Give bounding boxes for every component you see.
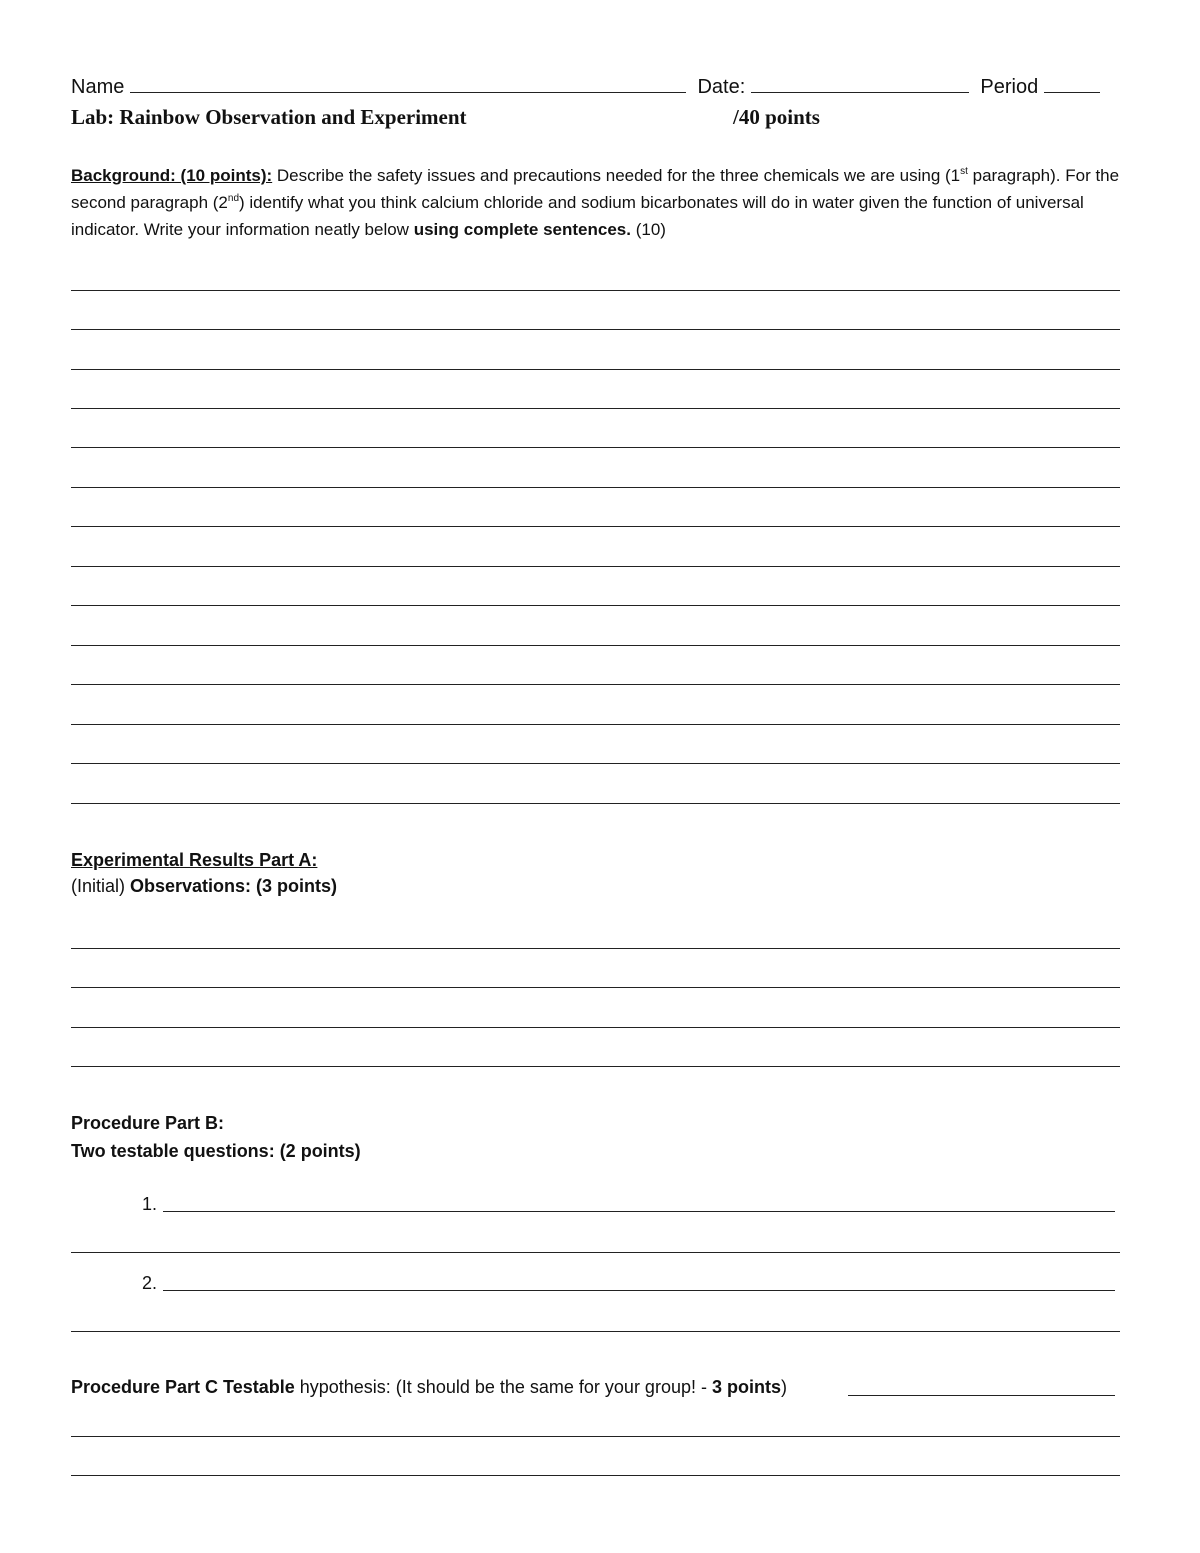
emphasis-text: using complete sentences. [413, 220, 631, 239]
period-label: Period [980, 76, 1039, 98]
writing-line[interactable] [71, 1027, 1120, 1028]
part-a-subheading: (Initial) Observations: (3 points) [71, 876, 338, 896]
writing-line[interactable] [71, 1252, 1120, 1253]
total-points: /40 points [733, 105, 820, 129]
writing-line[interactable] [71, 526, 1120, 527]
writing-line[interactable] [71, 1475, 1120, 1476]
question-2-field[interactable] [163, 1290, 1115, 1291]
background-heading: Background: (10 points): [71, 166, 273, 185]
writing-line[interactable] [71, 447, 1120, 448]
date-label: Date: [697, 76, 746, 98]
writing-line[interactable] [71, 645, 1120, 646]
writing-line[interactable] [71, 605, 1120, 606]
writing-line[interactable] [71, 1331, 1120, 1332]
part-b-subheading: Two testable questions: (2 points) [71, 1141, 361, 1161]
part-c-heading: Procedure Part C Testable [71, 1377, 295, 1397]
writing-line[interactable] [71, 290, 1120, 291]
date-field[interactable] [751, 74, 969, 93]
writing-line[interactable] [71, 1436, 1120, 1437]
writing-line[interactable] [71, 763, 1120, 764]
writing-line[interactable] [71, 369, 1120, 370]
writing-line[interactable] [71, 948, 1120, 949]
hypothesis-field[interactable] [848, 1395, 1115, 1396]
period-field[interactable] [1044, 74, 1100, 93]
part-c-prompt: Procedure Part C Testable hypothesis: (It should be the same for your group! - 3 points) [71, 1377, 787, 1397]
question-number: 2. [142, 1273, 158, 1293]
writing-line[interactable] [71, 408, 1120, 409]
writing-line[interactable] [71, 803, 1120, 804]
writing-line[interactable] [71, 566, 1120, 567]
lab-title: Lab: Rainbow Observation and Experiment [71, 105, 467, 129]
writing-line[interactable] [71, 684, 1120, 685]
writing-line[interactable] [71, 1066, 1120, 1067]
name-row [71, 74, 1100, 99]
background-instructions: Background: (10 points): Describe the safety issues and precautions needed for the three chemicals we are using (1st paragraph). For the second paragraph (2nd) identify what you think calcium chloride and sodium bicarbonates will do in water given the function of universal indicator. Write your information neatly below using complete sentences. (10) [71, 166, 1120, 239]
writing-line[interactable] [71, 724, 1120, 725]
question-1-field[interactable] [163, 1211, 1115, 1212]
part-b-heading: Procedure Part B: [71, 1113, 225, 1133]
writing-line[interactable] [71, 329, 1120, 330]
writing-line[interactable] [71, 487, 1120, 488]
name-label: Name [71, 76, 125, 98]
part-a-heading: Experimental Results Part A: [71, 850, 318, 870]
name-field[interactable] [130, 74, 686, 93]
writing-line[interactable] [71, 987, 1120, 988]
question-number: 1. [142, 1194, 158, 1214]
